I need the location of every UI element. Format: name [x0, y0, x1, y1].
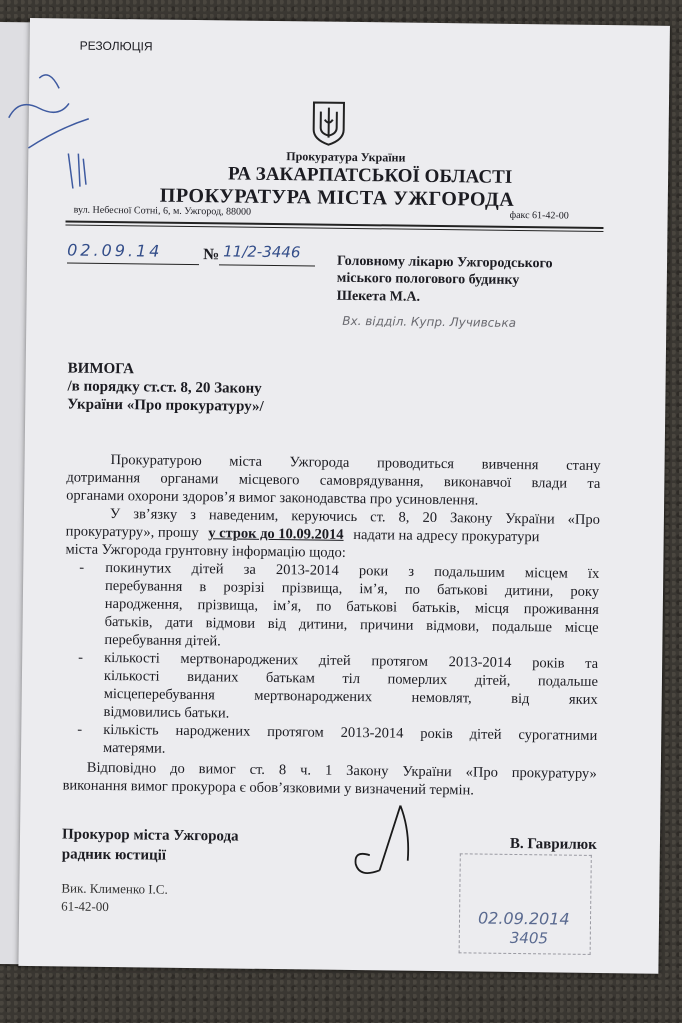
stamp-number: 3405: [509, 928, 549, 948]
signatory-name: В. Гаврилюк: [509, 835, 597, 853]
request-text: прокуратуру», прошу: [65, 523, 199, 542]
handwritten-signature: [349, 800, 420, 881]
resolution-label: РЕЗОЛЮЦІЯ: [79, 38, 153, 54]
item-line: кількості мертвонароджених дітей протягом 2013-2014 років та: [104, 649, 599, 672]
office-fax: факс 61-42-00: [509, 209, 569, 222]
list-item: [64, 558, 599, 655]
number-underline: [219, 264, 315, 266]
body-line: Відповідно до вимог ст. 8 ч. 1 Закону України «Про прокуратуру»: [86, 759, 597, 782]
item-line: відмовились батьки.: [103, 703, 230, 722]
body-line: виконання вимог прокурора є обов’язковими у визначений термін.: [62, 777, 475, 799]
item-line: перебування дітей.: [104, 631, 221, 650]
body-line: Прокуратурою міста Ужгорода проводиться вивчення стану: [110, 452, 601, 475]
demand-title: ВИМОГА: [67, 360, 135, 378]
body-line: У зв’язку з наведеним, керуючись ст. 8, 20 Закону України «Про: [109, 506, 601, 528]
request-text-end: надати на адресу прокуратури: [353, 526, 540, 546]
stamp-date: 02.09.2014: [477, 908, 570, 929]
registration-stamp: [459, 853, 592, 955]
bullet-marker: -: [78, 649, 84, 666]
bullet-marker: -: [77, 721, 83, 738]
body-line: органами охорони здоров’я вимог законодавства про усиновлення.: [66, 487, 479, 509]
addressee-line2: міського пологового будинку: [336, 270, 520, 288]
date-underline: [67, 262, 199, 265]
item-line: перебування в розрізі прізвища, ім’я, по батькові дитини, року: [104, 577, 600, 600]
signatory-rank: радник юстиції: [61, 846, 167, 864]
handwritten-ref-number: 11/2-3446: [223, 242, 301, 262]
demand-basis-line1: /в порядку ст.ст. 8, 20 Закону: [67, 378, 262, 397]
city-office-name: ПРОКУРАТУРА МІСТА УЖГОРОДА: [159, 184, 515, 211]
demand-basis-line2: України «Про прокуратуру»/: [67, 396, 264, 415]
document-page: [18, 18, 670, 974]
item-line: батьків, дати відмови від дитини, причини відмови, подальше місце: [104, 613, 599, 636]
body-line: міста Ужгорода грунтовну інформацію щодо:: [65, 541, 346, 561]
ref-number-prefix: №: [203, 246, 220, 264]
list-item: [63, 720, 597, 763]
bullet-marker: -: [79, 559, 85, 576]
handwritten-resolution: [0, 58, 150, 190]
signatory-title: Прокурор міста Ужгорода: [61, 826, 239, 845]
handwritten-receipt-note: Вх. відділ. Купр. Лучивська: [342, 313, 517, 330]
executor-name: Вик. Клименко І.С.: [61, 880, 168, 897]
executor-phone: 61-42-00: [61, 898, 109, 915]
body-line: дотримання органами місцевого самоврядування, виконавчої влади та: [66, 469, 601, 493]
office-address: вул. Небесної Сотні, 6, м. Ужгород, 88000: [73, 204, 252, 218]
addressee-line1: Головному лікарю Ужгородського: [336, 253, 553, 272]
item-line: кількість народжених протягом 2013-2014 років дітей сурогатними: [103, 721, 598, 744]
list-item: [63, 648, 598, 727]
item-line: кількості виданих батькам тіл померлих дітей, подальше: [103, 667, 599, 690]
item-line: матерями.: [102, 739, 166, 757]
item-line: покинутих дітей за 2013-2014 роки з подальшим місцем їх: [105, 559, 600, 582]
addressee-name: Шекета М.А.: [336, 288, 421, 305]
handwritten-ref-date: 02.09.14: [67, 240, 163, 261]
deadline-date: у строк до 10.09.2014: [208, 525, 344, 543]
region-office-name: РА ЗАКАРПАТСЬКОЇ ОБЛАСТІ: [227, 163, 513, 188]
item-line: місцеперебування мертвонароджених немовлят, від яких: [103, 685, 598, 708]
demand-body: [63, 450, 601, 800]
item-line: народження, прізвища, ім’я, по батькові батьків, місця проживання: [104, 595, 599, 618]
trident-coat-of-arms: [310, 99, 347, 147]
agency-name: Прокуратура України: [286, 149, 406, 165]
